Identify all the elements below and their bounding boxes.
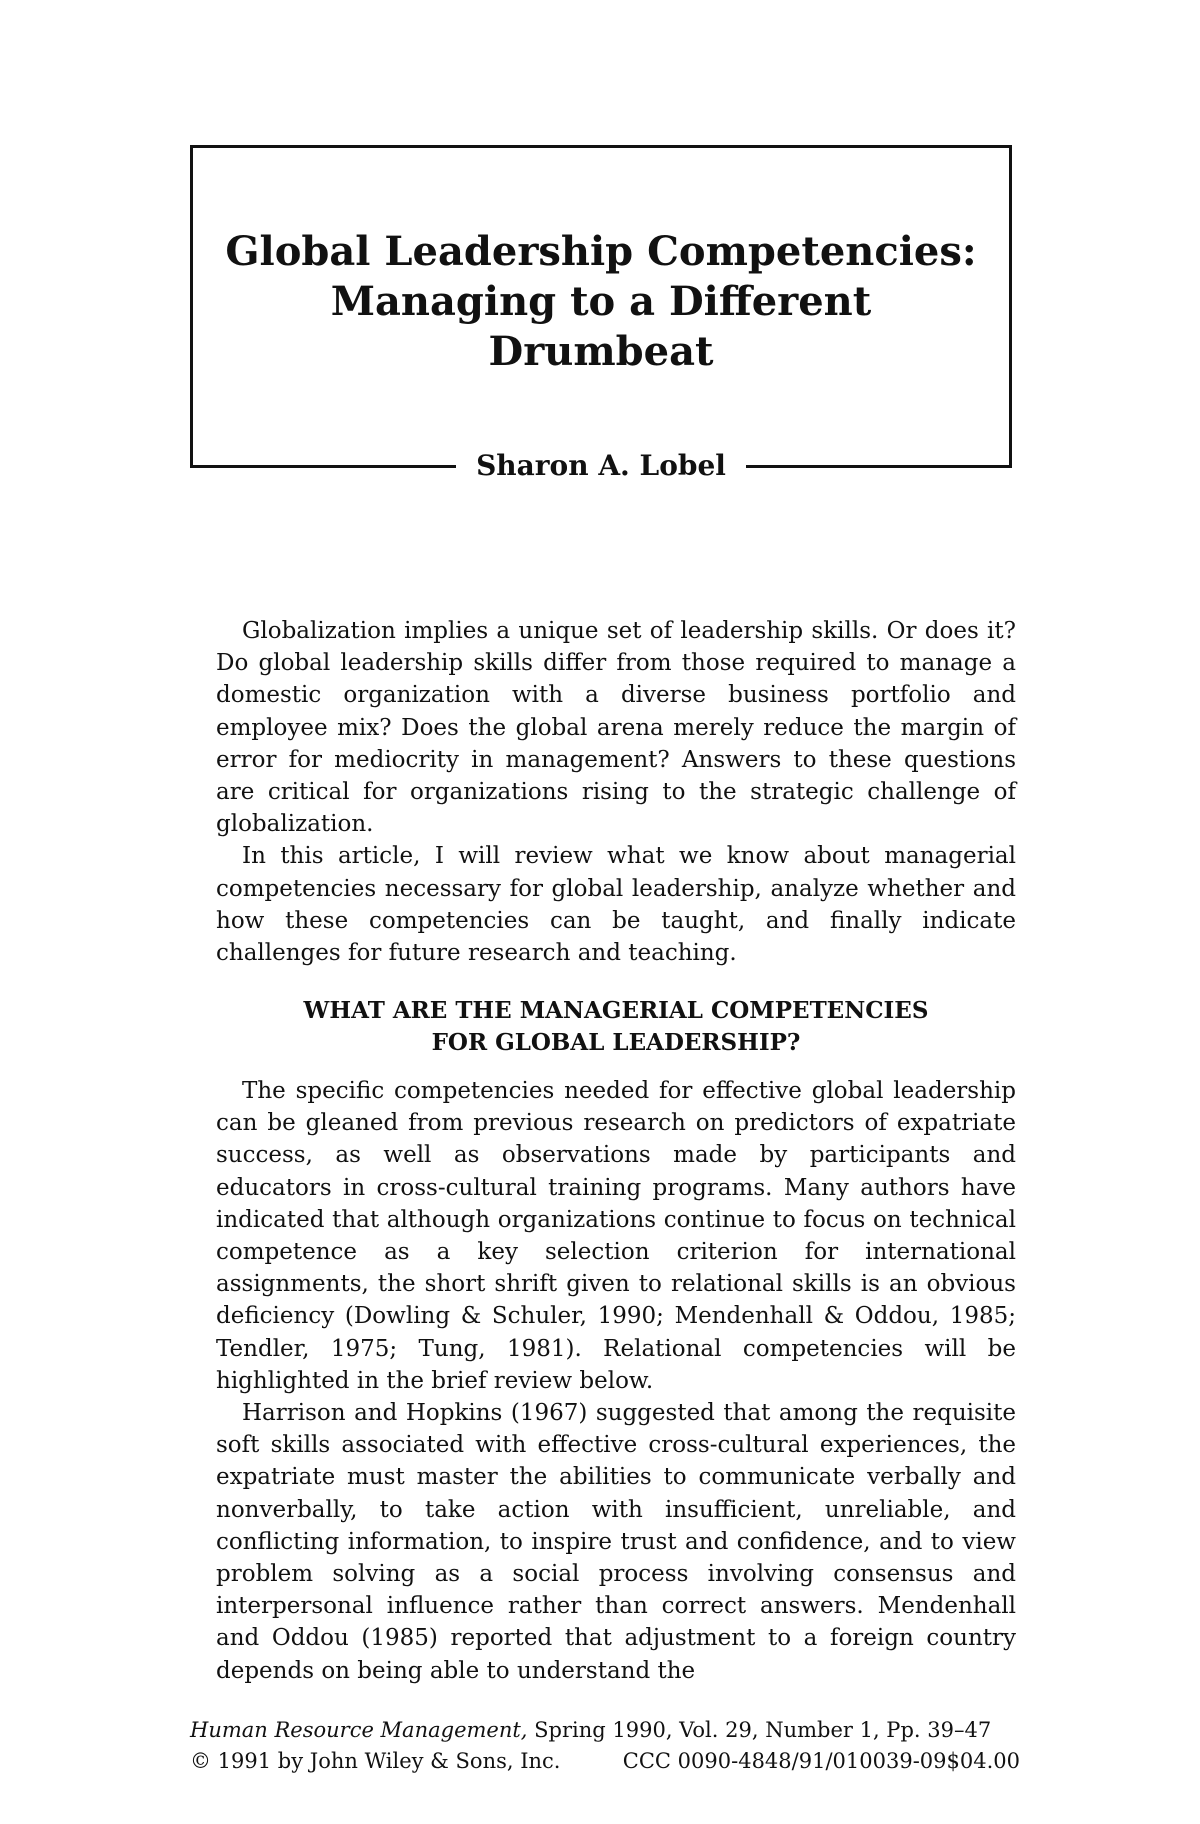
section-body xyxy=(216,1075,1016,1687)
copyright: © 1991 by John Wiley & Sons, Inc. xyxy=(190,1749,561,1773)
author-line xyxy=(190,448,1012,484)
article-title xyxy=(190,227,1012,377)
abstract-paragraph-1: Globalization implies a unique set of leadership skills. Or does it? Do global leadership skills differ from those required to manage a domestic organization with a diverse business portfolio and employee mix? Does the global arena merely reduce the margin of error for mediocrity in management? Answers to these questions are critical for organizations rising to the strategic challenge of globalization. xyxy=(216,618,1016,838)
section-heading-line-1: WHAT ARE THE MANAGERIAL COMPETENCIES xyxy=(303,997,929,1024)
title-line-1: Global Leadership Competencies: xyxy=(225,228,977,275)
box-top-border xyxy=(190,145,1012,148)
title-line-3: Drumbeat xyxy=(488,328,714,375)
citation-details: Spring 1990, Vol. 29, Number 1, Pp. 39–47 xyxy=(527,1718,992,1742)
ccc-code: CCC 0090-4848/91/010039-09$04.00 xyxy=(622,1749,1020,1773)
footer-copyright-row xyxy=(190,1746,1020,1777)
section-heading-line-2: FOR GLOBAL LEADERSHIP? xyxy=(431,1029,801,1056)
author-name: Sharon A. Lobel xyxy=(456,449,746,482)
journal-name: Human Resource Management, xyxy=(190,1718,528,1742)
page-footer xyxy=(190,1715,1020,1777)
title-line-2: Managing to a Different xyxy=(330,278,872,325)
footer-citation xyxy=(190,1715,1020,1746)
section-paragraph-1: The specific competencies needed for effective global leadership can be gleaned from previous research on predictors of expatriate success, as well as observations made by participants and educators in cross-cultural training programs. Many authors have indicated that although organizations continue to focus on technical competence as a key selection criterion for international assignments, the short shrift given to relational skills is an obvious deficiency (Dowling & Schuler, 1990; Mendenhall & Oddou, 1985; Tendler, 1975; Tung, 1981). Relational competencies will be highlighted in the brief review below. xyxy=(216,1078,1016,1394)
abstract xyxy=(216,615,1016,969)
abstract-paragraph-2: In this article, I will review what we know about managerial competencies necessary for global leadership, analyze whether and how these competencies can be taught, and finally indicate challenges for future research and teaching. xyxy=(216,843,1016,967)
section-paragraph-2: Harrison and Hopkins (1967) suggested that among the requisite soft skills associated with effective cross-cultural experiences, the expatriate must master the abilities to communicate verbally and nonverbally, to take action with insufficient, unreliable, and conflicting information, to inspire trust and confidence, and to view problem solving as a social process involving consensus and interpersonal influence rather than correct answers. Mendenhall and Oddou (1985) reported that adjustment to a foreign country depends on being able to understand the xyxy=(216,1400,1016,1684)
title-box xyxy=(190,145,1012,482)
section-heading xyxy=(216,995,1016,1059)
